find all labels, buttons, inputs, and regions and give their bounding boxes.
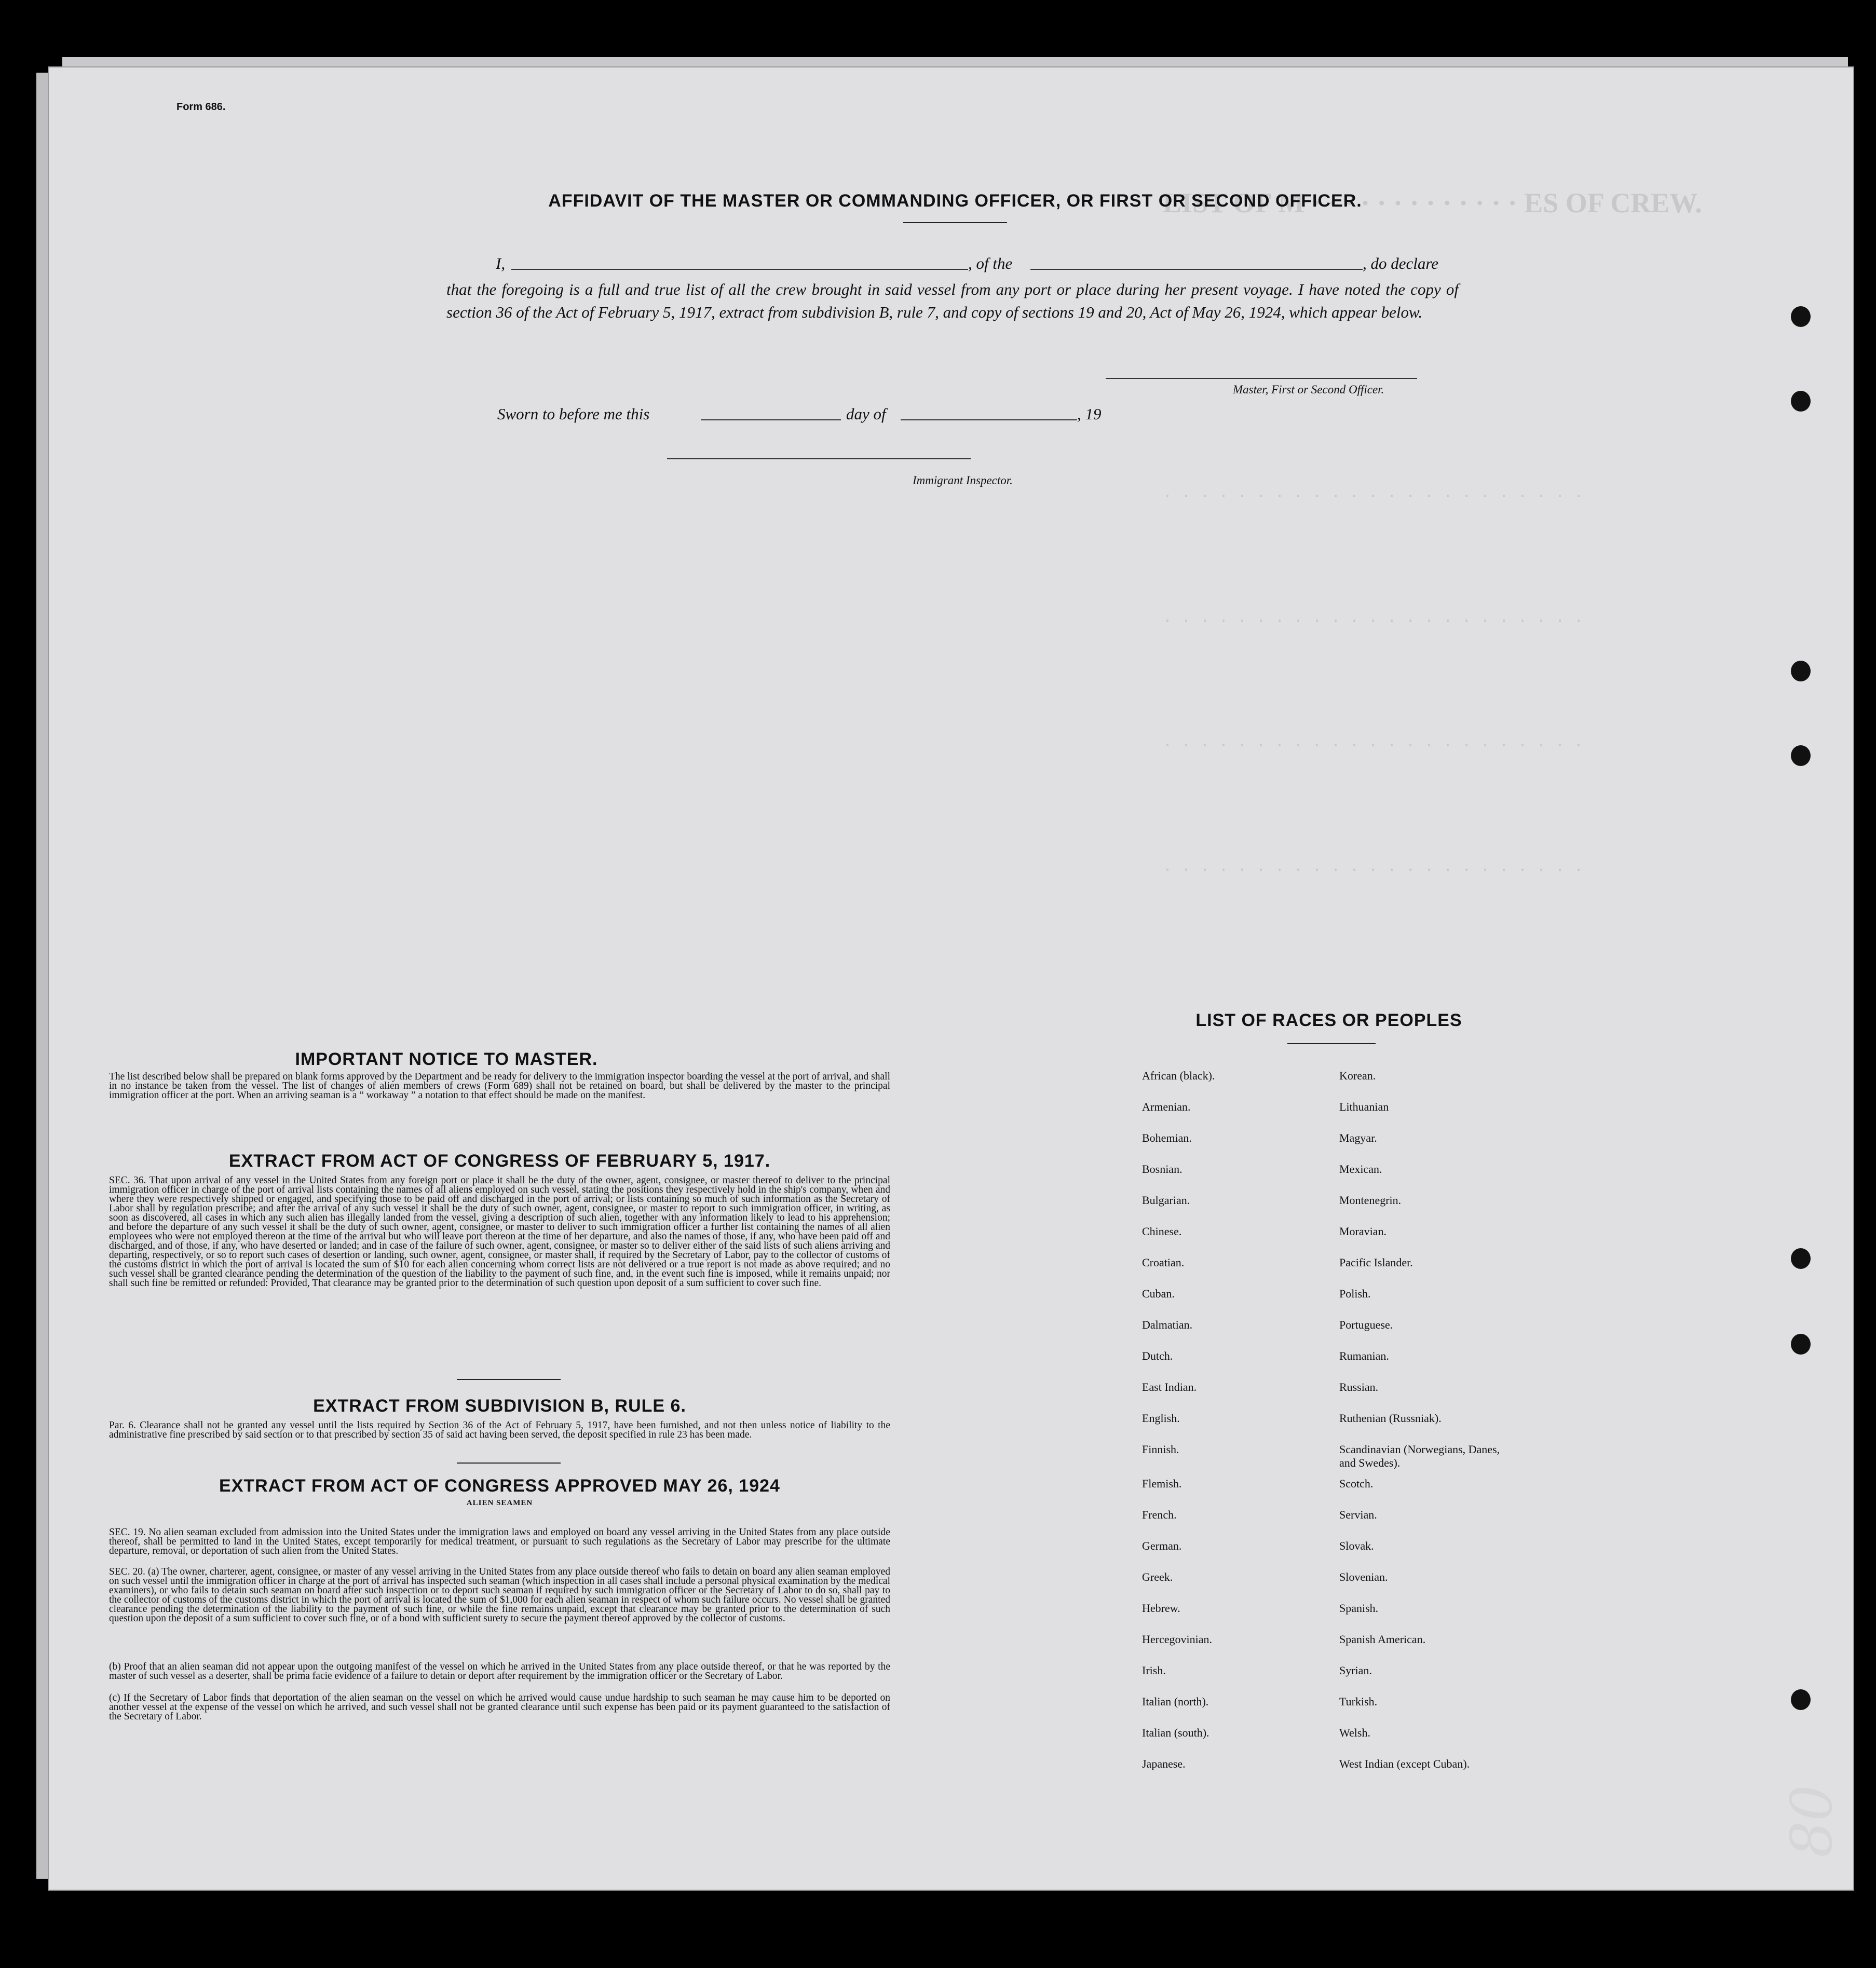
race-item: Lithuanian (1339, 1100, 1389, 1113)
extract-1917-body: SEC. 36. That upon arrival of any vessel in the United States from any foreign port or place it shall be the duty of the owner, agent, consignee, or master thereof to deliver to the principal immigration officer in charge of the port of arrival lists containing the names of all aliens employed on such vessel, stating the positions they respectively hold in the ship's company, when and where they were respectively shipped or engaged, and specifying those to be paid off and discharged in the port of arrival; or lists containing so much of such information as the Secretary of Labor shall by regulation prescribe; and after the arrival of any such vessel it shall be the duty of such owner, agent, consignee, or master to report to such immigration officer, in writing, as soon as discovered, all cases in which any such alien has illegally landed from the vessel, giving a description of such alien, together with any information likely to lead to his apprehension; and before the departure of any such vessel it shall be the duty of such owner, agent, consignee, or master to deliver to such immigration officer a further list containing the names of all alien employees who were not employed thereon at the time of the arrival but who will leave port thereon at the time of her departure, and also the names of those, if any, who have been paid off and discharged, and of those, if any, who have deserted or landed; and in case of the failure of such owner, agent, consignee, or master so to deliver either of the said lists of such aliens arriving and departing, respectively, or so to report such cases of desertion or landing, such owner, agent, consignee, or master shall, if required by the Secretary of Labor, pay to the collector of customs of the customs district in which the port of arrival is located the sum of $10 for each alien concerning whom correct lists are not delivered or a true report is not made as above required; and no such vessel shall be granted clearance pending the determination of the question of the liability to the payment of such fine, and, in the event such fine is imposed, while it remains unpaid; nor shall such fine be remitted or refunded: Provided, That clearance may be granted prior to the determination of such question upon deposit of a sum sufficient to cover such fine. (109, 1175, 890, 1289)
race-item: Korean. (1339, 1069, 1376, 1082)
notice-title: IMPORTANT NOTICE TO MASTER. (295, 1049, 598, 1069)
bleed-through-row: · · · · · · · · · · · · · · · · · · · · · · · (1163, 488, 1584, 505)
race-item: Portuguese. (1339, 1318, 1393, 1331)
race-item: Japanese. (1142, 1757, 1186, 1770)
race-item: Spanish American. (1339, 1633, 1426, 1646)
races-title-rule (1287, 1043, 1376, 1044)
race-item: East Indian. (1142, 1381, 1197, 1393)
affidavit-body: that the foregoing is a full and true list of all the crew brought in said vessel from any port or place during her present voyage. I have noted the copy of section 36 of the Act of February 5, 1917, extract from subdivision B, rule 7, and copy of sections 19 and 20, Act of May 26, 1924, which appear below. (446, 280, 1459, 321)
affidavit-i-label: I, (496, 254, 506, 272)
section-rule (457, 1379, 561, 1380)
signature-label: Master, First or Second Officer. (1233, 383, 1384, 396)
race-item: Scotch. (1339, 1477, 1374, 1490)
race-item: Rumanian. (1339, 1349, 1389, 1362)
race-item: Italian (south). (1142, 1726, 1209, 1739)
section-rule (457, 1463, 561, 1464)
bleed-through-heading: LIST OF M · · · · · · · · · · · · · ES OF CREW. (1163, 187, 1702, 218)
race-item: Slovak. (1339, 1539, 1374, 1552)
year-prefix: , 19 (1077, 405, 1102, 423)
race-item: Croatian. (1142, 1256, 1185, 1269)
punch-hole (1791, 745, 1811, 766)
race-item: Hebrew. (1142, 1602, 1180, 1615)
race-item: Montenegrin. (1339, 1194, 1402, 1207)
extract-1924-sec20b: (b) Proof that an alien seaman did not appear upon the outgoing manifest of the vessel on which he arrived in the United States from any place outside thereof, or that he was reported by the master of such vessel as a deserter, shall be prima facie evidence of a failure to detain or deport after requirement by the immigration officer or the Secretary of Labor. (109, 1661, 890, 1682)
race-item: Bosnian. (1142, 1163, 1182, 1176)
sworn-prefix: Sworn to before me this (497, 405, 650, 423)
race-item: Irish. (1142, 1664, 1166, 1677)
extract-1924-sec20c: (c) If the Secretary of Labor finds that deportation of the alien seaman on the vessel on which he arrived would cause undue hardship to such seaman he may cause him to be deported on another vessel at the expense of the vessel on which he arrived, and such vessel shall not be granted clearance until such expense has been paid or its payment guaranteed to the satisfaction of the Secretary of Labor. (109, 1692, 890, 1722)
races-title: LIST OF RACES OR PEOPLES (1195, 1010, 1462, 1030)
race-item: Chinese. (1142, 1225, 1182, 1238)
day-blank (701, 419, 841, 420)
extract-1917-title: EXTRACT FROM ACT OF CONGRESS OF FEBRUARY 5, 1917. (228, 1151, 771, 1171)
race-item: English. (1142, 1412, 1180, 1425)
extract-rule6-title: EXTRACT FROM SUBDIVISION B, RULE 6. (313, 1396, 686, 1416)
name-blank (511, 269, 968, 270)
bleed-through-row: · · · · · · · · · · · · · · · · · · · · · · · (1163, 737, 1584, 755)
race-item: Bulgarian. (1142, 1194, 1190, 1207)
race-item: Moravian. (1339, 1225, 1387, 1238)
race-item: African (black). (1142, 1069, 1215, 1082)
punch-hole (1791, 661, 1811, 681)
extract-1924-sec20a: SEC. 20. (a) The owner, charterer, agent, consignee, or master of any vessel arriving in the United States from any place outside thereof who fails to detain on board any alien seaman employed on such vessel until the immigration officer in charge at the port of arrival has inspected such seaman (which inspection in all cases shall include a personal physical examination by the medical examiners), or who fails to detain such seaman on board after such inspection or to deport such seaman if required by such immigration officer or the Secretary of Labor to do so, shall pay to the collector of customs of the customs district in which the port of arrival is located the sum of $1,000 for each alien seaman in respect of whom such failure occurs. No vessel shall be granted clearance pending the determination of the liability to the payment of such fine, or while the fine remains unpaid, except that clearance may be granted prior to the determination of such question upon the deposit of a sum sufficient to cover such fine, or of a bond with sufficient surety to secure the payment thereof approved by the collector of customs. (109, 1566, 890, 1624)
notice-body: The list described below shall be prepared on blank forms approved by the Department and be ready for delivery to the immigration inspector boarding the vessel at the port of arrival, and shall in no instance be taken from the vessel. The list of changes of alien members of crews (Form 689) shall not be retained on board, but shall be delivered by the master to the principal immigration officer at the port. When an arriving seaman is a “ workaway ” a notation to that effect should be made on the manifest. (109, 1071, 890, 1101)
race-item: Hercegovinian. (1142, 1633, 1212, 1646)
handwritten-page-number: 80 (1778, 1785, 1845, 1857)
punch-hole (1791, 1334, 1811, 1355)
title-rule (903, 222, 1007, 223)
extract-rule6-body: Par. 6. Clearance shall not be granted any vessel until the lists required by Section 36 of the Act of February 5, 1917, have been furnished, and not then unless notice of liability to the administrative fine prescribed by said section or to that prescribed by section 35 of said act having been served, the deposit specified in rule 23 has been made. (109, 1420, 890, 1440)
race-item: Pacific Islander. (1339, 1256, 1413, 1269)
race-item: Magyar. (1339, 1131, 1377, 1144)
race-item: Servian. (1339, 1508, 1377, 1521)
day-of-label: day of (846, 405, 886, 423)
extract-1924-subtitle: ALIEN SEAMEN (466, 1499, 533, 1507)
race-item: Mexican. (1339, 1163, 1382, 1176)
races-column-1 (1142, 1069, 1308, 1788)
punch-hole (1791, 391, 1811, 412)
race-item: Spanish. (1339, 1602, 1379, 1615)
race-item: Greek. (1142, 1570, 1173, 1583)
race-item: Welsh. (1339, 1726, 1370, 1739)
race-item: West Indian (except Cuban). (1339, 1757, 1470, 1770)
punch-hole (1791, 1248, 1811, 1269)
race-item: Scandinavian (Norwegians, Danes, and Swedes). (1339, 1443, 1500, 1469)
race-item: Cuban. (1142, 1287, 1175, 1300)
punch-hole (1791, 1689, 1811, 1710)
extract-1924-title: EXTRACT FROM ACT OF CONGRESS APPROVED MAY 26, 1924 (219, 1476, 780, 1496)
race-item: Armenian. (1142, 1100, 1191, 1113)
inspector-label: Immigrant Inspector. (913, 474, 1013, 487)
race-item: Dutch. (1142, 1349, 1173, 1362)
races-column-2 (1339, 1069, 1516, 1788)
race-item: Flemish. (1142, 1477, 1182, 1490)
race-item: Dalmatian. (1142, 1318, 1193, 1331)
race-item: German. (1142, 1539, 1182, 1552)
race-item: Polish. (1339, 1287, 1371, 1300)
affidavit-of-the: , of the (968, 254, 1013, 272)
bleed-through-row: · · · · · · · · · · · · · · · · · · · · · · · (1163, 862, 1584, 879)
form-number: Form 686. (176, 101, 226, 113)
race-item: Ruthenian (Russniak). (1339, 1412, 1442, 1425)
vessel-blank (1030, 269, 1363, 270)
race-item: French. (1142, 1508, 1177, 1521)
month-blank (901, 419, 1077, 420)
race-item: Italian (north). (1142, 1695, 1209, 1708)
affidavit-title: AFFIDAVIT OF THE MASTER OR COMMANDING OFFICER, OR FIRST OR SECOND OFFICER. (548, 191, 1362, 211)
race-item: Russian. (1339, 1381, 1379, 1393)
extract-1924-sec19: SEC. 19. No alien seaman excluded from admission into the United States under the immigration laws and employed on board any vessel arriving in the United States from any place outside thereof, shall be permitted to land in the United States, except temporarily for medical treatment, or pursuant to such regulations as the Secretary of Labor may prescribe for the ultimate departure, removal, or deportation of such alien from the United States. (109, 1527, 890, 1556)
punch-hole (1791, 306, 1811, 327)
bleed-through-row: · · · · · · · · · · · · · · · · · · · · · · · (1163, 612, 1584, 630)
inspector-line (667, 458, 971, 459)
race-item: Syrian. (1339, 1664, 1372, 1677)
race-item: Bohemian. (1142, 1131, 1192, 1144)
race-item: Finnish. (1142, 1443, 1179, 1456)
race-item: Turkish. (1339, 1695, 1378, 1708)
race-item: Slovenian. (1339, 1570, 1388, 1583)
signature-line (1106, 378, 1417, 379)
affidavit-do-declare: , do declare (1363, 254, 1439, 272)
